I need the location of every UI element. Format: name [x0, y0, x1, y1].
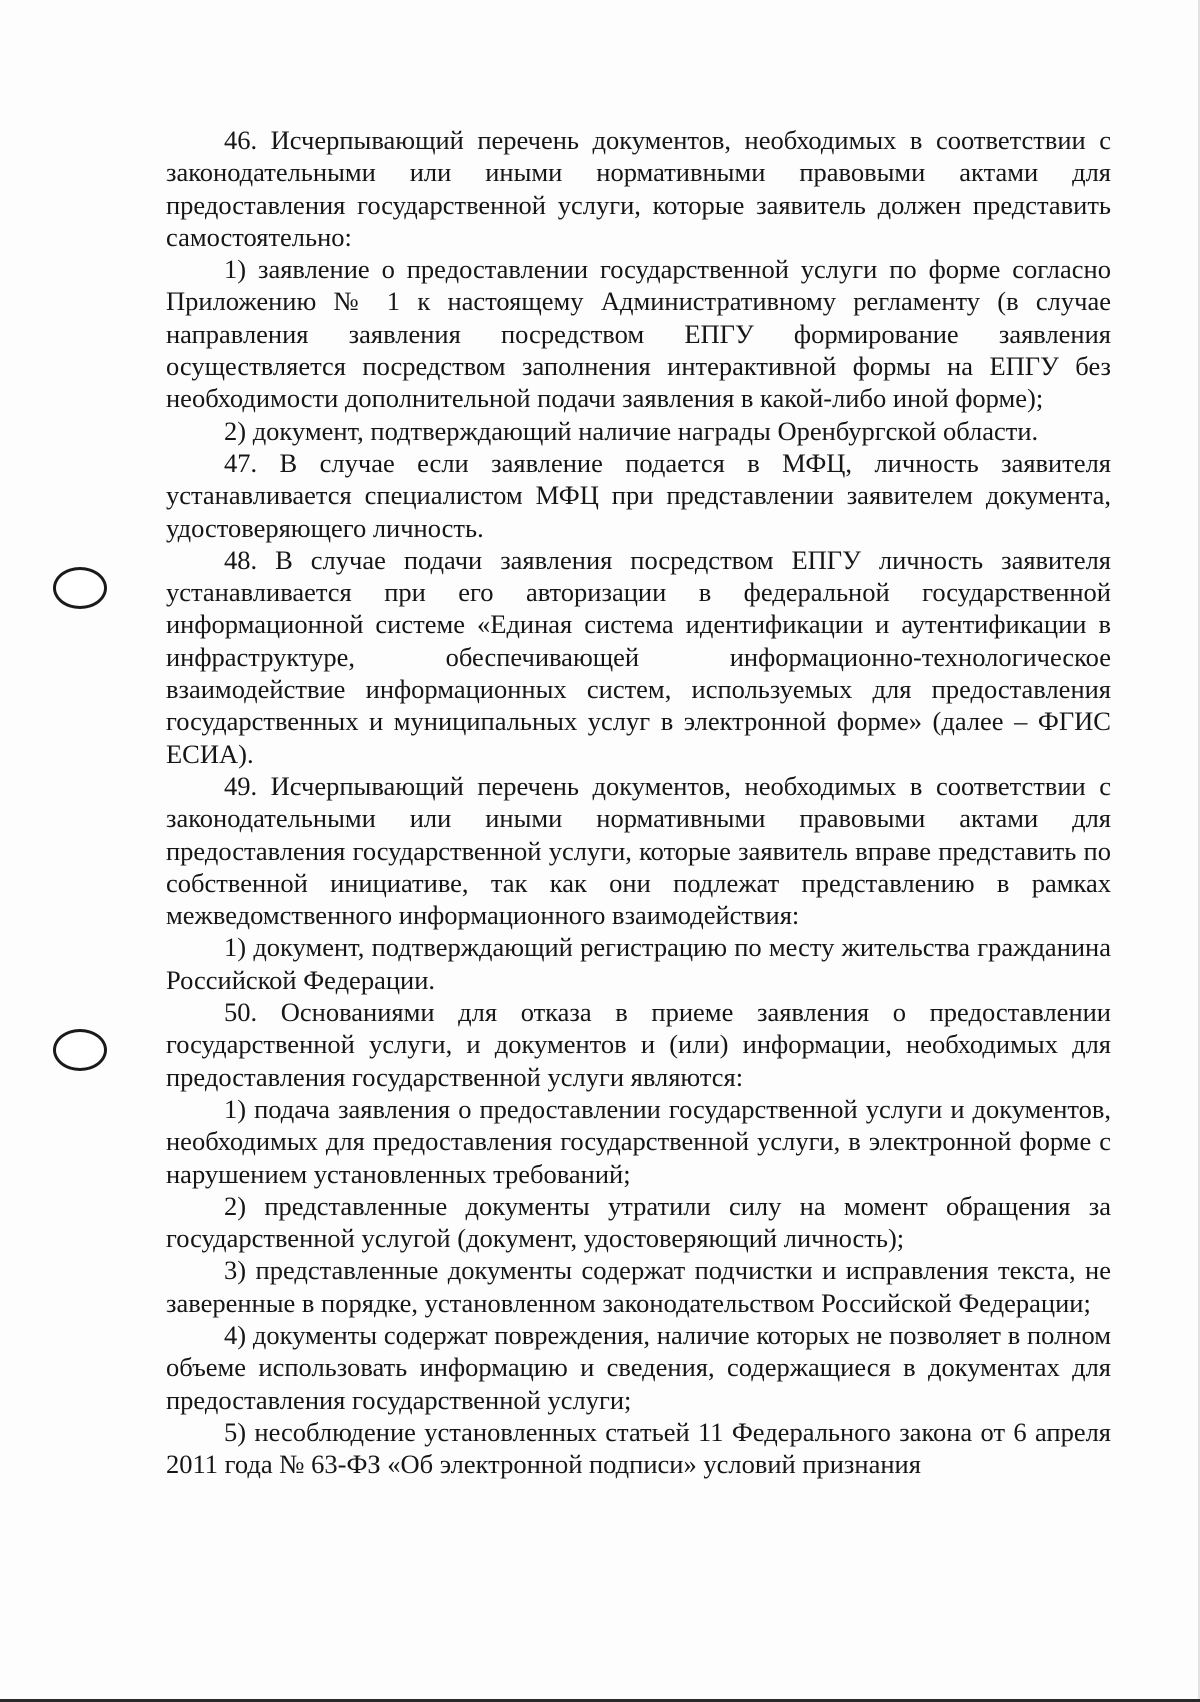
punch-hole-bottom: [53, 1029, 107, 1071]
paragraph-50-item-3: 3) представленные документы содержат подчистки и исправления текста, не заверенные в порядке, установленном законодательством Российской Федерации;: [166, 1255, 1111, 1318]
paragraph-46-item-1: 1) заявление о предоставлении государственной услуги по форме согласно Приложению № 1 к настоящему Административному регламенту (в случае направления заявления посредством ЕПГУ формирование заявления осуществляется посредством заполнения интерактивной формы на ЕПГУ без необходимости дополнительной подачи заявления в какой-либо иной форме);: [166, 254, 1111, 414]
paragraph-48: 48. В случае подачи заявления посредством ЕПГУ личность заявителя устанавливается при его авторизации в федеральной государственной информационной системе «Единая система идентификации и аутентификации в инфраструктуре, обеспечивающей информационно-технологическое взаимодействие информационных систем, используемых для предоставления государственных и муниципальных услуг в электронной форме» (далее – ФГИС ЕСИА).: [166, 544, 1111, 769]
document-body: [166, 124, 1111, 1480]
paragraph-50: 50. Основаниями для отказа в приеме заявления о предоставлении государственной услуги, и документов и (или) информации, необходимых для предоставления государственной услуги являются:: [166, 997, 1111, 1092]
paragraph-46-item-2: 2) документ, подтверждающий наличие награды Оренбургской области.: [224, 415, 1039, 446]
paragraph-50-item-5: 5) несоблюдение установленных статьей 11 Федерального закона от 6 апреля 2011 года № 63-ФЗ «Об электронной подписи» условий признания: [166, 1416, 1111, 1480]
paragraph-49: 49. Исчерпывающий перечень документов, необходимых в соответствии с законодательными или иными нормативными правовыми актами для предоставления государственной услуги, которые заявитель вправе представить по собственной инициативе, так как они подлежат представлению в рамках межведомственного информационного взаимодействия:: [166, 770, 1111, 931]
paragraph-50-item-1: 1) подача заявления о предоставлении государственной услуги и документов, необходимых для предоставления государственной услуги, в электронной форме с нарушением установленных требований;: [166, 1093, 1111, 1189]
paragraph-47: 47. В случае если заявление подается в МФЦ, личность заявителя устанавливается специалистом МФЦ при представлении заявителем документа, удостоверяющего личность.: [166, 447, 1111, 543]
paragraph-50-item-4: 4) документы содержат повреждения, наличие которых не позволяет в полном объеме использовать информацию и сведения, содержащиеся в документах для предоставления государственной услуги;: [166, 1319, 1111, 1415]
paragraph-50-item-2: 2) представленные документы утратили силу на момент обращения за государственной услугой (документ, удостоверяющий личность);: [166, 1190, 1111, 1254]
paragraph-49-item-1: 1) документ, подтверждающий регистрацию по месту жительства гражданина Российской Федерации.: [166, 932, 1111, 995]
paragraph-46: 46. Исчерпывающий перечень документов, необходимых в соответствии с законодательными или иными нормативными правовыми актами для предоставления государственной услуги, которые заявитель должен представить самостоятельно:: [166, 125, 1111, 252]
punch-hole-top: [53, 567, 107, 609]
